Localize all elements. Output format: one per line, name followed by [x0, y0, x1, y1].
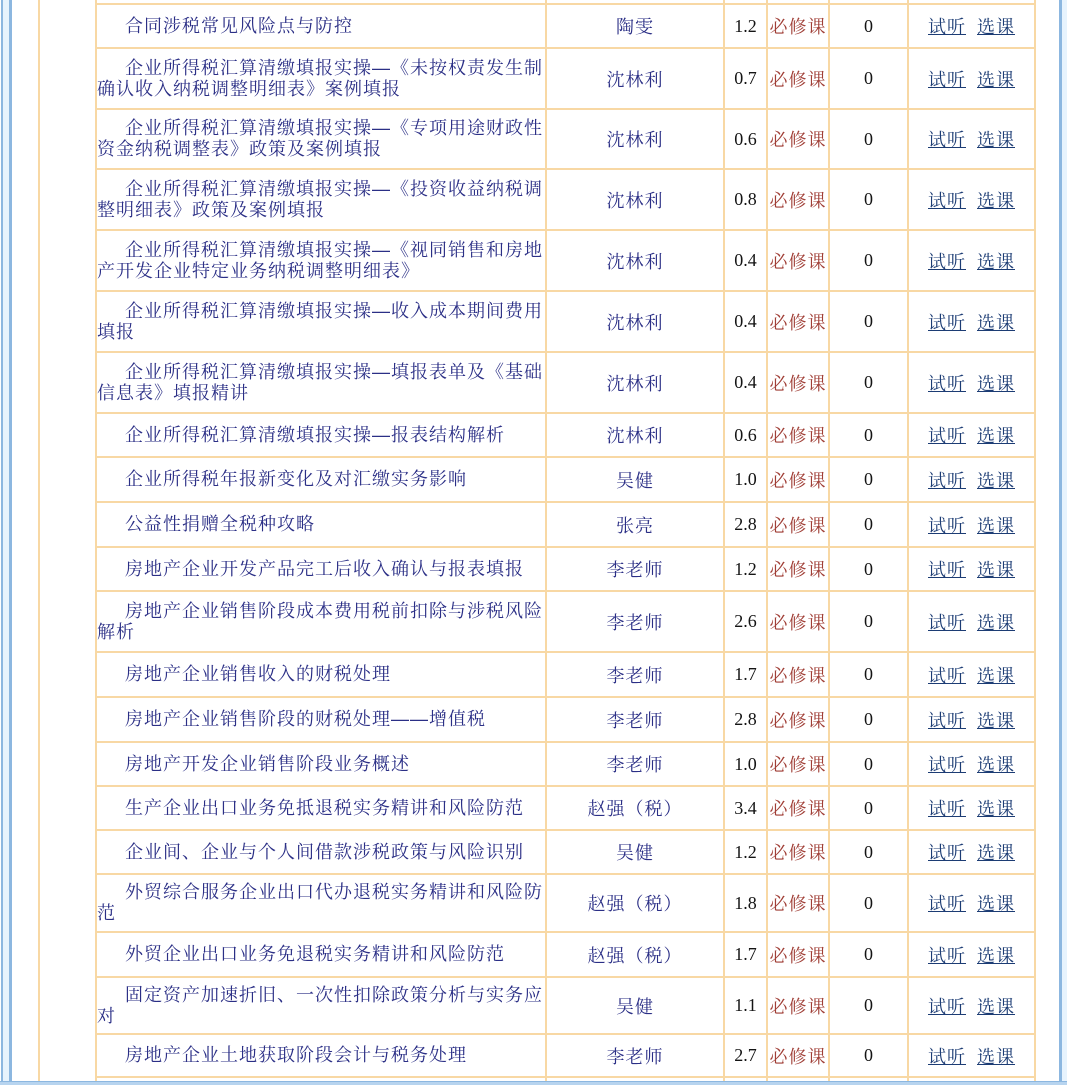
trial-listen-link[interactable]: 试听: [928, 130, 966, 150]
course-type-cell: [768, 49, 828, 108]
credit-hours-cell: [725, 831, 766, 873]
course-title: 企业所得税年报新变化及对汇缴实务影响: [125, 469, 467, 489]
actions-cell: [909, 292, 1034, 351]
course-title-cell: [97, 5, 545, 47]
partial-row-cell: [725, 1078, 766, 1081]
teacher-name: 李老师: [606, 665, 664, 686]
choose-course-link[interactable]: 选课: [977, 426, 1015, 446]
elect-count-cell: [830, 170, 907, 229]
credit-hours-cell: [725, 110, 766, 168]
credit-hours-cell: [725, 548, 766, 590]
credit-hours-cell: [725, 978, 766, 1033]
teacher-name: 吴健: [616, 470, 654, 491]
elect-count: 0: [864, 558, 873, 579]
course-title-cell: [97, 831, 545, 873]
teacher-name: 沈林利: [606, 426, 664, 446]
actions-cell: [909, 743, 1034, 785]
credit-hours: 0.8: [734, 189, 757, 209]
credit-hours: 1.1: [734, 995, 757, 1015]
trial-listen-link[interactable]: 试听: [928, 710, 966, 731]
teacher-name: 李老师: [606, 560, 664, 580]
actions-cell: [909, 5, 1034, 47]
credit-hours-cell: [725, 414, 766, 456]
teacher-name: 沈林利: [606, 373, 664, 394]
credit-hours: 1.7: [734, 944, 757, 964]
course-type-badge: 必修课: [769, 470, 827, 491]
trial-listen-link[interactable]: 试听: [928, 799, 966, 819]
course-type-badge: 必修课: [769, 843, 827, 863]
elect-count: 0: [864, 753, 873, 774]
elect-count-cell: [830, 653, 907, 696]
actions-cell: [909, 414, 1034, 456]
actions-cell: [909, 49, 1034, 108]
credit-hours: 1.2: [734, 15, 757, 36]
course-type-badge: 必修课: [769, 426, 827, 446]
credit-hours: 1.0: [734, 753, 757, 774]
actions-cell: [909, 933, 1034, 976]
trial-listen-link[interactable]: 试听: [928, 1046, 966, 1067]
elect-count: 0: [864, 189, 873, 209]
teacher-cell: [547, 978, 723, 1033]
course-type-cell: [768, 292, 828, 351]
teacher-name: 张亮: [616, 515, 654, 536]
elect-count: 0: [864, 250, 873, 270]
course-type-badge: 必修课: [769, 996, 827, 1017]
partial-row-cell: [547, 1078, 723, 1081]
trial-listen-link[interactable]: 试听: [928, 665, 966, 686]
teacher-cell: [547, 743, 723, 785]
course-type-badge: 必修课: [769, 560, 827, 580]
teacher-cell: [547, 1035, 723, 1076]
partial-row-cell: [830, 1078, 907, 1081]
credit-hours-cell: [725, 698, 766, 741]
course-type-cell: [768, 458, 828, 501]
teacher-cell: [547, 503, 723, 546]
course-type-badge: 必修课: [769, 1046, 827, 1067]
choose-course-link[interactable]: 选课: [977, 130, 1015, 150]
actions-cell: [909, 458, 1034, 501]
actions-cell: [909, 653, 1034, 696]
teacher-name: 李老师: [606, 612, 664, 633]
choose-course-link[interactable]: 选课: [977, 470, 1015, 491]
course-title-cell: [97, 110, 545, 168]
credit-hours-cell: [725, 170, 766, 229]
course-type-badge: 必修课: [769, 894, 827, 914]
choose-course-link[interactable]: 选课: [977, 843, 1015, 863]
teacher-cell: [547, 875, 723, 931]
credit-hours-cell: [725, 458, 766, 501]
course-type-cell: [768, 170, 828, 229]
teacher-cell: [547, 698, 723, 741]
credit-hours: 0.4: [734, 311, 757, 331]
course-type-badge: 必修课: [769, 190, 827, 211]
teacher-cell: [547, 414, 723, 456]
credit-hours-cell: [725, 592, 766, 651]
elect-count: 0: [864, 424, 873, 445]
elect-count: 0: [864, 68, 873, 88]
course-title: 房地产企业土地获取阶段会计与税务处理: [125, 1045, 467, 1065]
teacher-name: 沈林利: [606, 130, 664, 150]
credit-hours: 0.4: [734, 250, 757, 270]
course-title: 公益性捐赠全税种攻略: [125, 514, 315, 534]
elect-count-cell: [830, 978, 907, 1033]
course-title: 企业所得税汇算清缴填报实操—《未按权责发生制确认收入纳税调整明细表》案例填报: [97, 57, 543, 99]
course-title: 外贸综合服务企业出口代办退税实务精讲和风险防范: [97, 882, 543, 923]
choose-course-link[interactable]: 选课: [977, 799, 1015, 819]
elect-count-cell: [830, 503, 907, 546]
elect-count-cell: [830, 933, 907, 976]
trial-listen-link[interactable]: 试听: [928, 945, 966, 966]
course-title-cell: [97, 414, 545, 456]
course-title: 生产企业出口业务免抵退税实务精讲和风险防范: [125, 797, 524, 818]
trial-listen-link[interactable]: 试听: [928, 996, 966, 1017]
actions-cell: [909, 110, 1034, 168]
course-type-cell: [768, 592, 828, 651]
trial-listen-link[interactable]: 试听: [928, 373, 966, 394]
elect-count: 0: [864, 995, 873, 1015]
credit-hours: 1.2: [734, 841, 757, 862]
teacher-cell: [547, 933, 723, 976]
course-title: 外贸企业出口业务免退税实务精讲和风险防范: [125, 944, 505, 964]
credit-hours-cell: [725, 933, 766, 976]
course-title: 房地产开发企业销售阶段业务概述: [125, 753, 410, 774]
bottom-edge-strip: [0, 1081, 1067, 1085]
actions-cell: [909, 698, 1034, 741]
course-title-cell: [97, 743, 545, 785]
elect-count-cell: [830, 831, 907, 873]
credit-hours: 2.8: [734, 709, 757, 729]
elect-count-cell: [830, 292, 907, 351]
credit-hours: 1.2: [734, 558, 757, 579]
course-type-cell: [768, 933, 828, 976]
choose-course-link[interactable]: 选课: [977, 69, 1015, 90]
trial-listen-link[interactable]: 试听: [928, 755, 966, 775]
course-type-cell: [768, 231, 828, 290]
course-title: 企业所得税汇算清缴填报实操—填报表单及《基础信息表》填报精讲: [97, 361, 543, 403]
partial-row-cell: [547, 0, 723, 3]
elect-count-cell: [830, 5, 907, 47]
actions-cell: [909, 978, 1034, 1033]
teacher-cell: [547, 787, 723, 829]
credit-hours: 1.7: [734, 664, 757, 684]
course-title-cell: [97, 49, 545, 108]
choose-course-link[interactable]: 选课: [977, 190, 1015, 211]
course-title: 房地产企业销售阶段的财税处理——增值税: [125, 709, 486, 729]
course-title-cell: [97, 698, 545, 741]
trial-listen-link[interactable]: 试听: [928, 190, 966, 211]
choose-course-link[interactable]: 选课: [977, 515, 1015, 536]
teacher-name: 赵强（税）: [587, 799, 683, 819]
actions-cell: [909, 170, 1034, 229]
course-title: 企业所得税汇算清缴填报实操—报表结构解析: [125, 424, 505, 445]
choose-course-link[interactable]: 选课: [977, 894, 1015, 914]
elect-count: 0: [864, 611, 873, 631]
partial-row-cell: [830, 0, 907, 3]
course-type-cell: [768, 353, 828, 412]
course-type-badge: 必修课: [769, 515, 827, 536]
choose-course-link[interactable]: 选课: [977, 17, 1015, 37]
credit-hours: 0.6: [734, 128, 757, 149]
credit-hours: 0.4: [734, 372, 757, 392]
partial-row-cell: [768, 1078, 828, 1081]
credit-hours-cell: [725, 5, 766, 47]
teacher-cell: [547, 49, 723, 108]
credit-hours-cell: [725, 787, 766, 829]
teacher-cell: [547, 653, 723, 696]
course-title-cell: [97, 292, 545, 351]
elect-count-cell: [830, 458, 907, 501]
teacher-name: 吴健: [616, 996, 654, 1017]
elect-count-cell: [830, 49, 907, 108]
credit-hours: 2.8: [734, 514, 757, 534]
elect-count-cell: [830, 698, 907, 741]
partial-row-cell: [97, 0, 545, 3]
course-title-cell: [97, 231, 545, 290]
course-title-cell: [97, 1035, 545, 1076]
course-type-badge: 必修课: [769, 665, 827, 686]
teacher-cell: [547, 5, 723, 47]
credit-hours: 0.7: [734, 68, 757, 88]
course-title: 企业所得税汇算清缴填报实操—《专项用途财政性资金纳税调整表》政策及案例填报: [97, 118, 543, 159]
elect-count: 0: [864, 311, 873, 331]
elect-count-cell: [830, 353, 907, 412]
trial-listen-link[interactable]: 试听: [928, 515, 966, 536]
choose-course-link[interactable]: 选课: [977, 755, 1015, 775]
course-type-cell: [768, 978, 828, 1033]
choose-course-link[interactable]: 选课: [977, 251, 1015, 272]
credit-hours: 1.8: [734, 892, 757, 913]
course-type-cell: [768, 1035, 828, 1076]
trial-listen-link[interactable]: 试听: [928, 894, 966, 914]
choose-course-link[interactable]: 选课: [977, 560, 1015, 580]
course-type-badge: 必修课: [769, 373, 827, 394]
choose-course-link[interactable]: 选课: [977, 612, 1015, 633]
teacher-cell: [547, 292, 723, 351]
trial-listen-link[interactable]: 试听: [928, 312, 966, 333]
elect-count-cell: [830, 787, 907, 829]
elect-count: 0: [864, 709, 873, 729]
credit-hours-cell: [725, 353, 766, 412]
course-type-badge: 必修课: [769, 945, 827, 966]
trial-listen-link[interactable]: 试听: [928, 843, 966, 863]
course-title: 房地产企业开发产品完工后收入确认与报表填报: [125, 558, 524, 579]
actions-cell: [909, 353, 1034, 412]
course-type-badge: 必修课: [769, 755, 827, 775]
elect-count-cell: [830, 743, 907, 785]
elect-count: 0: [864, 15, 873, 36]
teacher-name: 赵强（税）: [587, 945, 683, 966]
elect-count: 0: [864, 1045, 873, 1065]
course-title: 企业间、企业与个人间借款涉税政策与风险识别: [125, 841, 524, 862]
teacher-cell: [547, 110, 723, 168]
teacher-cell: [547, 170, 723, 229]
actions-cell: [909, 231, 1034, 290]
trial-listen-link[interactable]: 试听: [928, 470, 966, 491]
teacher-cell: [547, 458, 723, 501]
course-title: 房地产企业销售收入的财税处理: [125, 664, 391, 684]
trial-listen-link[interactable]: 试听: [928, 560, 966, 580]
course-title-cell: [97, 548, 545, 590]
partial-row-cell: [909, 1078, 1034, 1081]
course-type-cell: [768, 548, 828, 590]
left-edge-inner-line: [9, 0, 12, 1081]
course-title-cell: [97, 458, 545, 501]
course-title: 企业所得税汇算清缴填报实操—《视同销售和房地产开发企业特定业务纳税调整明细表》: [97, 239, 543, 281]
elect-count: 0: [864, 944, 873, 964]
teacher-name: 陶雯: [616, 17, 654, 37]
course-title-cell: [97, 503, 545, 546]
credit-hours-cell: [725, 49, 766, 108]
credit-hours-cell: [725, 231, 766, 290]
course-title-cell: [97, 875, 545, 931]
course-type-cell: [768, 831, 828, 873]
credit-hours: 2.7: [734, 1045, 757, 1065]
choose-course-link[interactable]: 选课: [977, 996, 1015, 1017]
teacher-cell: [547, 353, 723, 412]
course-type-badge: 必修课: [769, 251, 827, 272]
choose-course-link[interactable]: 选课: [977, 710, 1015, 731]
teacher-cell: [547, 592, 723, 651]
choose-course-link[interactable]: 选课: [977, 373, 1015, 394]
choose-course-link[interactable]: 选课: [977, 945, 1015, 966]
actions-cell: [909, 875, 1034, 931]
credit-hours-cell: [725, 653, 766, 696]
partial-row-cell: [909, 0, 1034, 3]
trial-listen-link[interactable]: 试听: [928, 426, 966, 446]
right-edge-fill: [1062, 0, 1067, 1081]
elect-count: 0: [864, 797, 873, 818]
outer-table-left-border: [38, 0, 40, 1081]
teacher-name: 沈林利: [606, 69, 664, 90]
course-title-cell: [97, 787, 545, 829]
elect-count-cell: [830, 548, 907, 590]
credit-hours-cell: [725, 1035, 766, 1076]
course-type-cell: [768, 503, 828, 546]
teacher-cell: [547, 831, 723, 873]
actions-cell: [909, 1035, 1034, 1076]
partial-row-cell: [725, 0, 766, 3]
course-title: 房地产企业销售阶段成本费用税前扣除与涉税风险解析: [97, 600, 543, 642]
course-table: [95, 0, 1036, 1081]
trial-listen-link[interactable]: 试听: [928, 17, 966, 37]
choose-course-link[interactable]: 选课: [977, 312, 1015, 333]
course-title-cell: [97, 978, 545, 1033]
elect-count-cell: [830, 110, 907, 168]
teacher-name: 赵强（税）: [587, 894, 683, 914]
teacher-name: 李老师: [606, 1046, 664, 1067]
teacher-name: 李老师: [606, 710, 664, 731]
credit-hours: 1.0: [734, 469, 757, 489]
teacher-name: 沈林利: [606, 190, 664, 211]
course-type-cell: [768, 110, 828, 168]
actions-cell: [909, 503, 1034, 546]
course-type-cell: [768, 698, 828, 741]
elect-count: 0: [864, 664, 873, 684]
course-title-cell: [97, 353, 545, 412]
trial-listen-link[interactable]: 试听: [928, 69, 966, 90]
course-type-badge: 必修课: [769, 312, 827, 333]
course-type-cell: [768, 787, 828, 829]
course-type-badge: 必修课: [769, 69, 827, 90]
actions-cell: [909, 592, 1034, 651]
course-title-cell: [97, 170, 545, 229]
course-title-cell: [97, 653, 545, 696]
teacher-name: 李老师: [606, 755, 664, 775]
course-type-cell: [768, 875, 828, 931]
course-title-cell: [97, 592, 545, 651]
actions-cell: [909, 831, 1034, 873]
choose-course-link[interactable]: 选课: [977, 1046, 1015, 1067]
actions-cell: [909, 548, 1034, 590]
credit-hours: 2.6: [734, 611, 757, 631]
credit-hours-cell: [725, 292, 766, 351]
partial-row-cell: [97, 1078, 545, 1081]
credit-hours-cell: [725, 743, 766, 785]
elect-count: 0: [864, 372, 873, 392]
course-type-cell: [768, 653, 828, 696]
course-type-badge: 必修课: [769, 710, 827, 731]
course-type-cell: [768, 414, 828, 456]
teacher-name: 沈林利: [606, 251, 664, 272]
elect-count-cell: [830, 1035, 907, 1076]
course-type-badge: 必修课: [769, 130, 827, 150]
credit-hours: 0.6: [734, 424, 757, 445]
elect-count: 0: [864, 892, 873, 913]
elect-count: 0: [864, 128, 873, 149]
elect-count-cell: [830, 592, 907, 651]
course-title: 固定资产加速折旧、一次性扣除政策分析与实务应对: [97, 984, 543, 1026]
credit-hours-cell: [725, 875, 766, 931]
choose-course-link[interactable]: 选课: [977, 665, 1015, 686]
elect-count: 0: [864, 469, 873, 489]
elect-count-cell: [830, 414, 907, 456]
trial-listen-link[interactable]: 试听: [928, 612, 966, 633]
course-title: 企业所得税汇算清缴填报实操—收入成本期间费用填报: [97, 300, 543, 342]
teacher-cell: [547, 548, 723, 590]
course-title-cell: [97, 933, 545, 976]
actions-cell: [909, 787, 1034, 829]
course-type-cell: [768, 5, 828, 47]
elect-count-cell: [830, 875, 907, 931]
credit-hours-cell: [725, 503, 766, 546]
course-title: 合同涉税常见风险点与防控: [125, 15, 353, 36]
course-type-cell: [768, 743, 828, 785]
partial-row-cell: [768, 0, 828, 3]
elect-count: 0: [864, 514, 873, 534]
credit-hours: 3.4: [734, 797, 757, 818]
trial-listen-link[interactable]: 试听: [928, 251, 966, 272]
teacher-name: 沈林利: [606, 312, 664, 333]
elect-count-cell: [830, 231, 907, 290]
course-title: 企业所得税汇算清缴填报实操—《投资收益纳税调整明细表》政策及案例填报: [97, 178, 543, 220]
course-type-badge: 必修课: [769, 612, 827, 633]
teacher-cell: [547, 231, 723, 290]
elect-count: 0: [864, 841, 873, 862]
teacher-name: 吴健: [616, 843, 654, 863]
course-type-badge: 必修课: [769, 17, 827, 37]
course-type-badge: 必修课: [769, 799, 827, 819]
